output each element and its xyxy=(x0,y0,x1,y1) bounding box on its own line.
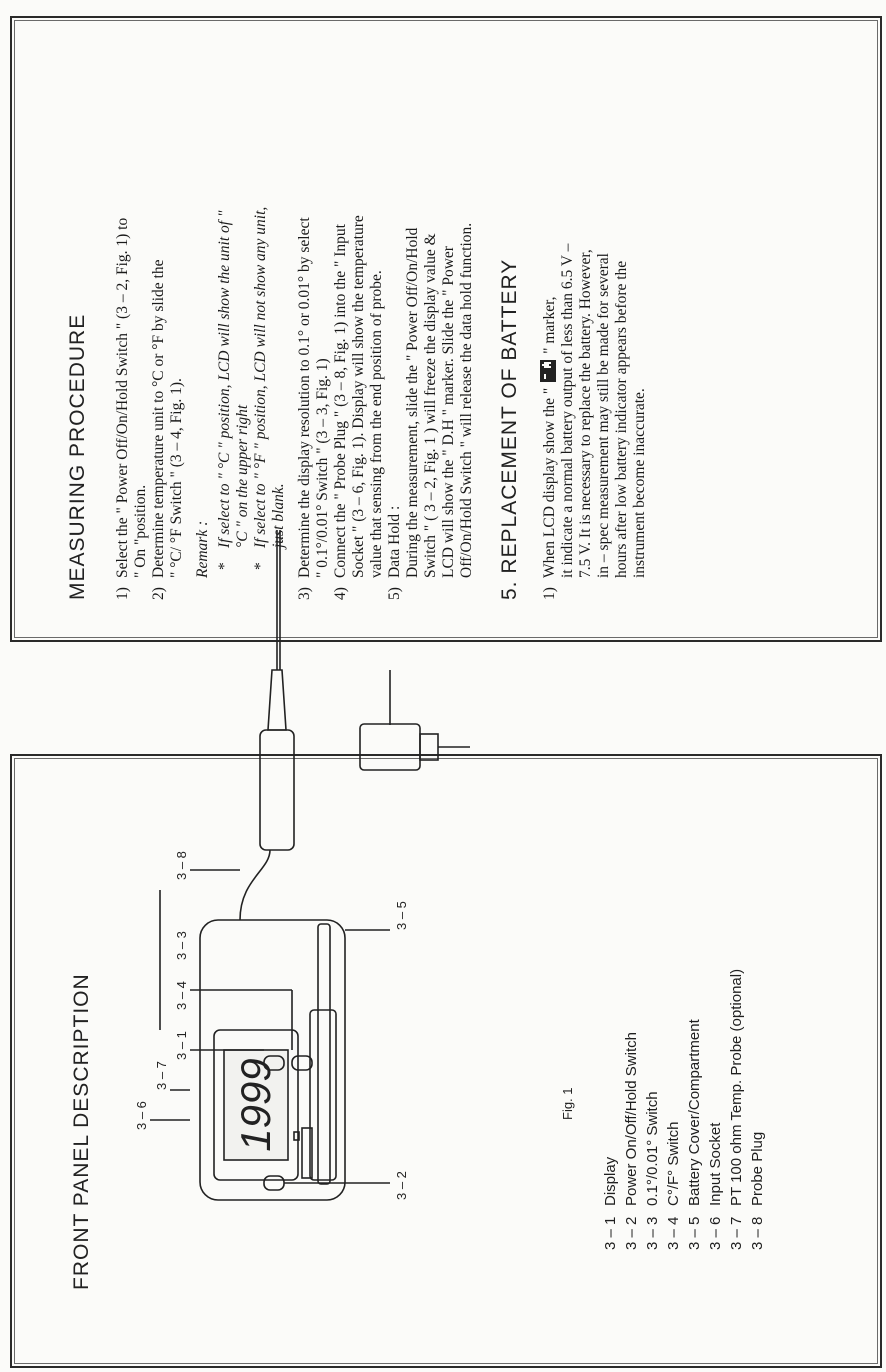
battery-low-icon xyxy=(540,360,556,382)
legend-item: 3 – 5Battery Cover/Compartment xyxy=(686,1019,703,1250)
measuring-procedure-heading: MEASURING PROCEDURE xyxy=(66,313,89,600)
callout-3-5: 3 – 5 xyxy=(394,901,409,930)
battery-line-5: instrument become inaccurate. xyxy=(631,388,648,578)
callout-3-7: 3 – 7 xyxy=(154,1061,169,1090)
battery-heading: 5. REPLACEMENT OF BATTERY xyxy=(498,258,521,600)
step-1-cont: " On "position. xyxy=(132,484,149,578)
legend-item: 3 – 2Power On/Off/Hold Switch xyxy=(623,1032,640,1250)
parts-legend xyxy=(600,969,768,1250)
front-panel-content xyxy=(70,770,880,1290)
step-4-cont-1: Socket " (3 – 6, Fig. 1). Display will show the temperature xyxy=(350,215,367,578)
legend-item: 3 – 4C°/F° Switch xyxy=(665,1121,682,1250)
callout-3-1: 3 – 1 xyxy=(174,1031,189,1060)
remark-2-cont: just blank. xyxy=(270,483,287,548)
step-4-cont-2: value that sensing from the end position of probe. xyxy=(368,270,385,578)
step-2: 2)Determine temperature unit to °C or °F by slide the xyxy=(150,259,167,600)
step-3-cont: " 0.1°/0.01° Switch " (3 – 3, Fig. 1) xyxy=(314,358,331,578)
step-1: 1)Select the " Power Off/On/Hold Switch " (3 – 2, Fig. 1) to xyxy=(114,217,131,600)
probe-grip xyxy=(268,670,286,730)
callout-3-8: 3 – 8 xyxy=(174,851,189,880)
battery-line-2: 7.5 V. It is necessary to replace the battery. However, xyxy=(577,249,594,578)
battery-line-4: hours after low battery indicator appears before the xyxy=(613,260,630,578)
remark-2: *If select to " °F " position, LCD will not show any unit, xyxy=(252,206,269,570)
legend-item: 3 – 8Probe Plug xyxy=(749,1131,766,1250)
legend-item: 3 – 7PT 100 ohm Temp. Probe (optional) xyxy=(728,968,745,1250)
step-5-cont-1: During the measurement, slide the " Power Off/On/Hold xyxy=(404,227,421,578)
step-2-cont: " °C/ °F Switch " (3 – 4, Fig. 1). xyxy=(168,378,185,578)
meter-figure xyxy=(130,490,510,1290)
probe-plug xyxy=(360,724,420,770)
battery-line-3: in – spec measurement may still be made for several xyxy=(595,253,612,578)
fig-caption: Fig. 1 xyxy=(560,1087,575,1120)
lcd-digits: 1999 xyxy=(232,1058,279,1152)
remark-1-cont: °C " on the upper right xyxy=(234,404,251,548)
callout-3-6: 3 – 6 xyxy=(134,1101,149,1130)
front-panel-heading: FRONT PANEL DESCRIPTION xyxy=(70,973,93,1290)
step-5-cont-3: LCD will show the " D.H " marker. Slide the " Power xyxy=(440,246,457,578)
remark-1: *If select to " °C " position, LCD will show the unit of " xyxy=(216,210,233,570)
step-4: 4)Connect the " Probe Plug " (3 – 8, Fig. 1) into the " Input xyxy=(332,224,349,600)
step-5: 5)Data Hold : xyxy=(386,505,403,600)
legend-item: 3 – 30.1°/0.01° Switch xyxy=(644,1091,661,1250)
battery-line-1: it indicate a normal battery output of less than 6.5 V – xyxy=(559,243,576,578)
callout-3-2: 3 – 2 xyxy=(394,1171,409,1200)
probe-handle xyxy=(260,730,294,850)
step-5-cont-2: Switch " ( 3 – 2, Fig. 1 ) will freeze the display value & xyxy=(422,233,439,578)
remark-title: Remark : xyxy=(194,520,211,578)
callout-3-3: 3 – 3 xyxy=(174,931,189,960)
legend-item: 3 – 1Display xyxy=(602,1156,619,1250)
callout-3-4: 3 – 4 xyxy=(174,981,189,1010)
probe-cable xyxy=(240,850,270,920)
battery-text xyxy=(540,40,649,600)
step-3: 3)Determine the display resolution to 0.1° or 0.01° by select xyxy=(296,217,313,600)
battery-step-1: 1)When LCD display show the "" marker, xyxy=(541,296,558,600)
legend-item: 3 – 6Input Socket xyxy=(707,1122,724,1250)
step-5-cont-4: Off/On/Hold Switch " will release the data hold function. xyxy=(458,222,475,578)
